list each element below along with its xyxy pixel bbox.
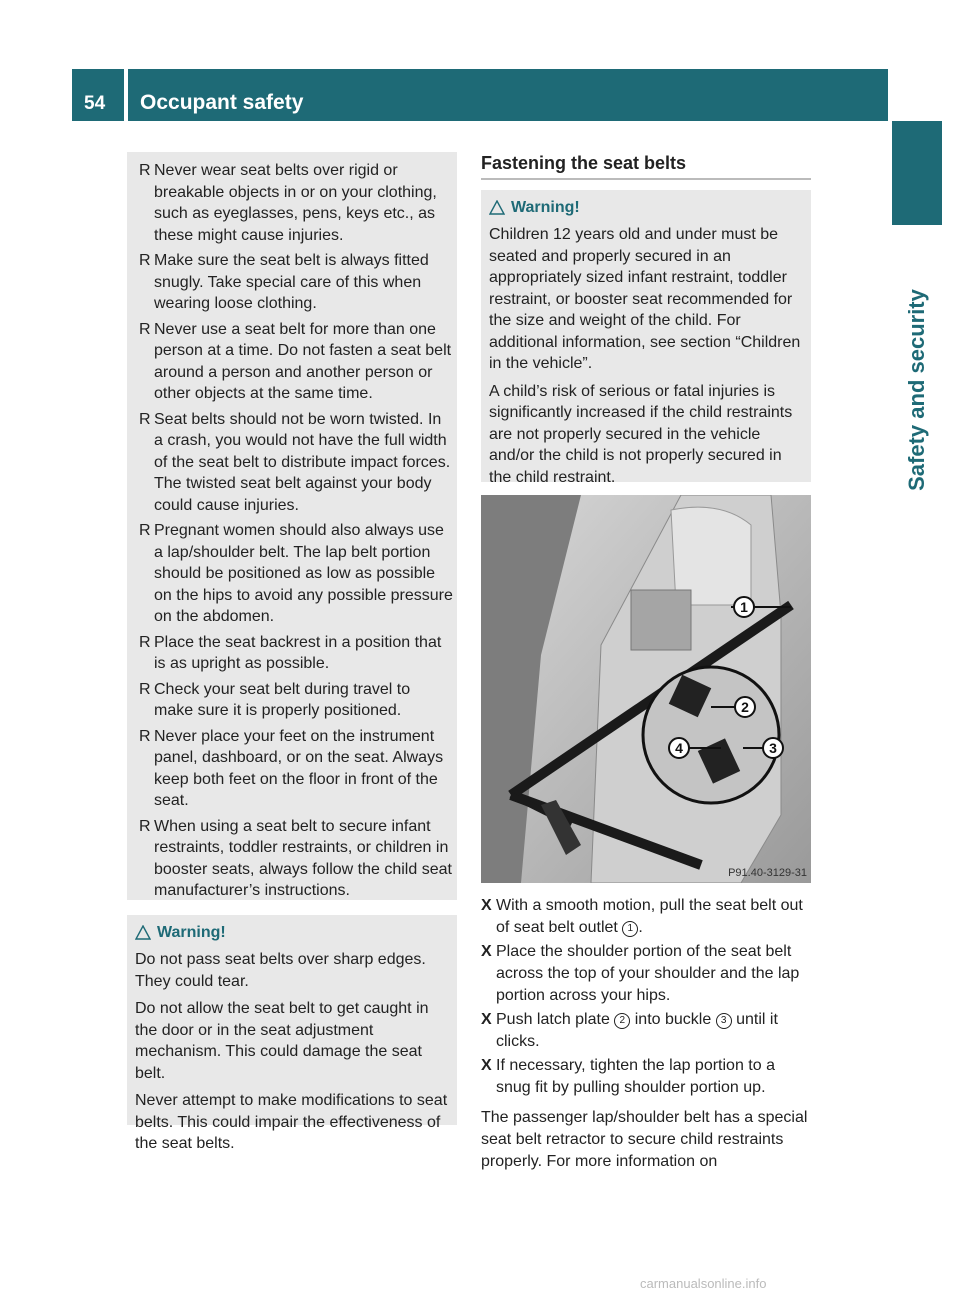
safety-note-text: Make sure the seat belt is always fitted snugly. Take special care of this when wearing loose clothing.	[154, 252, 429, 312]
callout-reference: 3	[716, 1013, 732, 1029]
safety-note-item	[139, 726, 453, 812]
side-tab	[893, 240, 941, 540]
step-marker: X	[481, 943, 492, 960]
instruction-step: X If necessary, tighten the lap portion to a snug fit by pulling shoulder portion up.	[481, 1057, 775, 1096]
side-tab-block	[892, 121, 942, 225]
right-warning-box	[481, 190, 811, 486]
left-warning-text	[135, 949, 453, 1155]
instruction-step: X With a smooth motion, pull the seat belt out of seat belt outlet 1 .	[481, 897, 803, 936]
safety-note-item	[139, 250, 453, 315]
warning-icon	[489, 200, 505, 215]
safety-note-item	[139, 679, 453, 722]
safety-note-text: Never use a seat belt for more than one person at a time. Do not fasten a seat belt around a person and another person or other objects at the same time.	[154, 320, 452, 402]
seat-belt-illustration	[481, 495, 811, 883]
warning-icon	[135, 925, 151, 940]
instruction-step: X Push latch plate 2 into buckle 3 until it clicks.	[481, 1011, 778, 1050]
bullet-marker: R	[139, 162, 151, 179]
step-marker: X	[481, 1011, 492, 1028]
safety-note-text: Never wear seat belts over rigid or breakable objects in or on your clothing, such as eyeglasses, pens, keys etc., as these might cause injuries.	[154, 162, 437, 244]
callout-reference: 1	[622, 921, 638, 937]
seat-belt-photo	[481, 495, 811, 883]
bullet-marker: R	[139, 727, 151, 745]
left-warning-paragraph: Do not pass seat belts over sharp edges. They could tear.	[135, 951, 426, 990]
safety-note-item	[139, 409, 453, 517]
safety-note-text: Pregnant women should also always use a lap/shoulder belt. The lap belt portion should be positioned as low as possible on the hips to avoid any possible pressure on the abdomen.	[154, 522, 453, 625]
instruction-steps	[481, 895, 811, 1101]
safety-note-text: Seat belts should not be worn twisted. In a crash, you would not have the full width of the seat belt to distribute impact forces. The twisted seat belt against your body could cause injuries.	[154, 410, 451, 514]
right-warning-text	[489, 224, 807, 488]
figure-code: P91.40-3129-31	[728, 867, 807, 879]
bullet-marker: R	[139, 817, 151, 835]
safety-note-item	[139, 160, 453, 246]
left-warning-paragraph: Do not allow the seat belt to get caught in the door or in the seat adjustment mechanism. This could damage the seat belt.	[135, 1000, 429, 1082]
safety-note-text: Never place your feet on the instrument panel, dashboard, or on the seat. Always keep both feet on the floor in front of the seat.	[154, 727, 444, 809]
safety-note-text: Check your seat belt during travel to make sure it is properly positioned.	[154, 680, 411, 719]
callout-reference: 2	[614, 1013, 630, 1029]
left-warning-title: Warning!	[157, 924, 226, 941]
callout-2-label: 2	[741, 699, 749, 715]
bullet-marker: R	[139, 320, 151, 338]
body-paragraph: The passenger lap/shoulder belt has a special seat belt retractor to secure child restraints properly. For more information on	[481, 1109, 808, 1170]
page-number-box	[72, 69, 124, 121]
right-warning-paragraph: A child’s risk of serious or fatal injuries is significantly increased if the child restraints are not properly secured in the vehicle and/or the child is not properly secured in the child restraint.	[489, 382, 793, 486]
bullet-marker: R	[139, 252, 151, 269]
bullet-marker: R	[139, 522, 151, 539]
safety-note-item	[139, 632, 453, 675]
left-warning-box	[127, 915, 457, 1152]
section-title: Occupant safety	[140, 91, 304, 114]
right-warning-title: Warning!	[511, 199, 580, 216]
section-header	[128, 69, 888, 121]
footer-watermark: carmanualsonline.info	[640, 1276, 767, 1291]
section-heading: Fastening the seat belts	[481, 153, 687, 173]
instruction-step: X Place the shoulder portion of the seat belt across the top of your shoulder and the lap portion across your hips.	[481, 943, 800, 1004]
page-number: 54	[84, 93, 106, 114]
safety-notes-box	[127, 152, 457, 900]
step-marker: X	[481, 1057, 492, 1074]
heading-rule	[481, 178, 811, 180]
right-warning-heading	[489, 198, 807, 218]
callout-1-label: 1	[740, 599, 748, 615]
callout-4-label: 4	[675, 740, 683, 756]
side-tab-label: Safety and security	[904, 289, 929, 491]
step-marker: X	[481, 897, 492, 914]
left-warning-heading	[135, 923, 453, 943]
safety-note-item	[139, 816, 453, 902]
safety-note-text: Place the seat backrest in a position that is as upright as possible.	[154, 633, 442, 672]
callout-3-label: 3	[769, 740, 777, 756]
safety-note-item	[139, 520, 453, 628]
left-warning-paragraph: Never attempt to make modifications to seat belts. This could impair the effectiveness of the seat belts.	[135, 1092, 448, 1152]
bullet-marker: R	[139, 633, 151, 651]
bullet-marker: R	[139, 680, 151, 698]
safety-note-text: When using a seat belt to secure infant restraints, toddler restraints, or children in booster seats, always follow the child seat manufacturer’s instructions.	[154, 817, 452, 899]
safety-notes-list	[139, 160, 453, 906]
right-warning-paragraph: Children 12 years old and under must be seated and properly secured in an appropriately sized infant restraint, toddler restraint, or booster seat recommended for the size and weight of the child. For additional information, see section “Children in the vehicle”.	[489, 226, 801, 372]
safety-note-item	[139, 319, 453, 405]
bullet-marker: R	[139, 410, 151, 428]
